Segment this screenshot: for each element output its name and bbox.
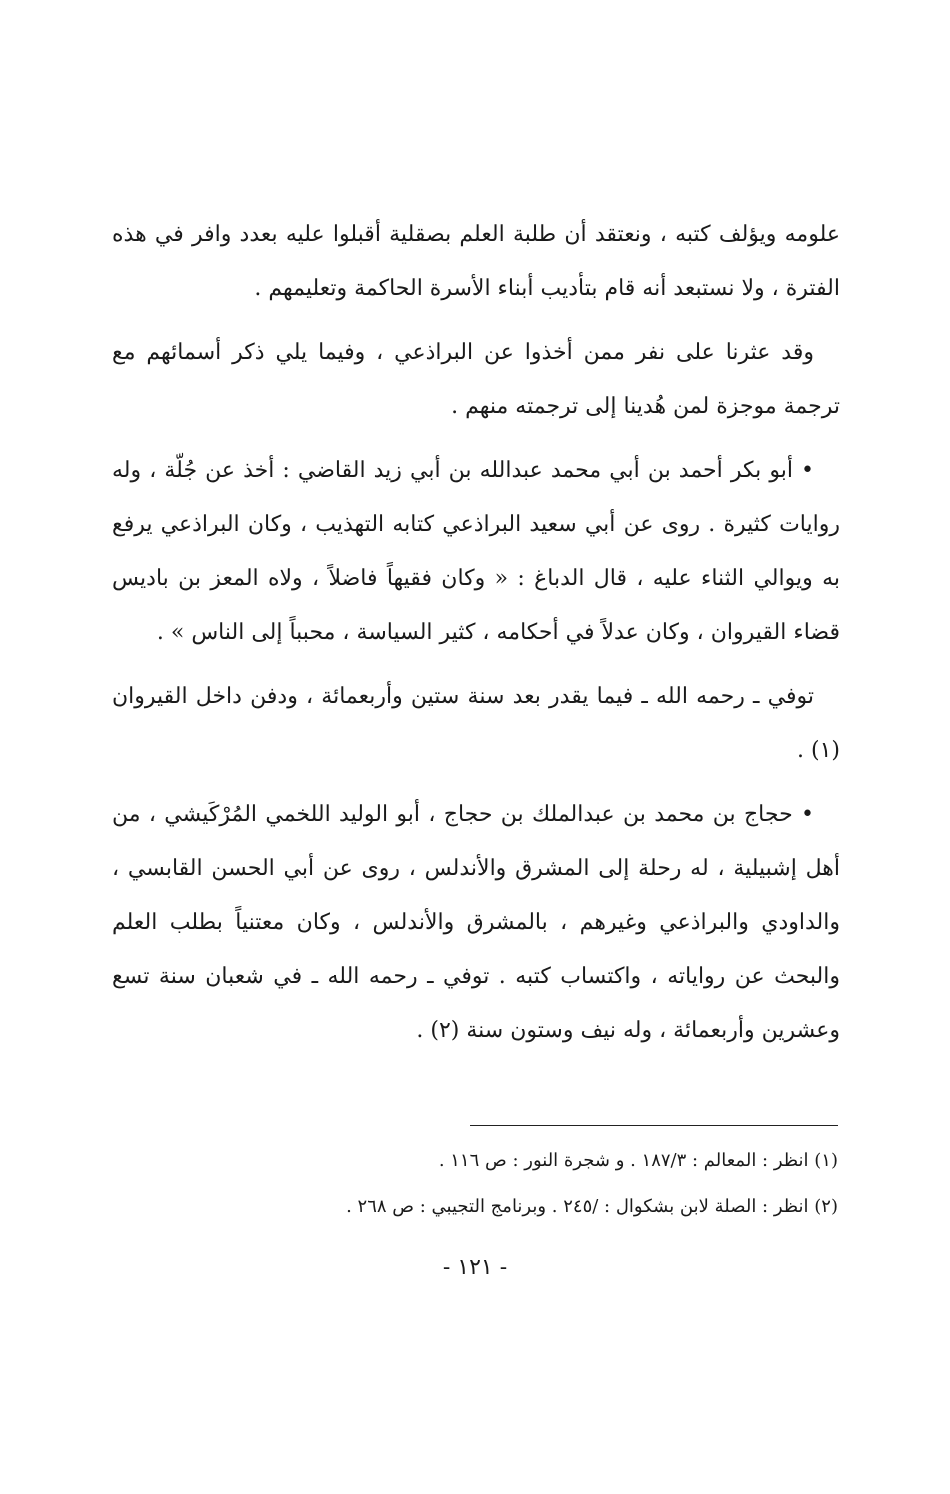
footnote-1: (١) انظر : المعالم : ١٨٧/٣ . و شجرة النور : ص ١١٦ . bbox=[438, 1150, 838, 1171]
main-text bbox=[112, 208, 840, 1058]
paragraph-abu-bakr: • أبو بكر أحمد بن أبي محمد عبدالله بن أبي زيد القاضي : أخذ عن جُلّة ، وله روايات كثيرة . روى عن أبي سعيد البراذعي كتابه التهذيب ، وكان البراذعي يرفع به ويوالي الثناء عليه ، قال الدباغ : « وكان فقيهاً فاضلاً ، ولاه المعز بن باديس قضاء القيروان ، وكان عدلاً في أحكامه ، كثير السياسة ، محبباً إلى الناس » . bbox=[112, 444, 840, 660]
footnote-divider bbox=[470, 1125, 838, 1126]
paragraph-students: وقد عثرنا على نفر ممن أخذوا عن البراذعي ، وفيما يلي ذكر أسمائهم مع ترجمة موجزة لمن هُدينا إلى ترجمته منهم . bbox=[112, 340, 840, 419]
paragraph-death: توفي ـ رحمه الله ـ فيما يقدر بعد سنة ستين وأربعمائة ، ودفن داخل القيروان (١) . bbox=[112, 684, 840, 763]
paragraph-hajjaj: • حجاج بن محمد بن عبدالملك بن حجاج ، أبو الوليد اللخمي المُرْكَيشي ، من أهل إشبيلية ، له رحلة إلى المشرق والأندلس ، روى عن أبي الحسن القابسي ، والداودي والبراذعي وغيرهم ، بالمشرق والأندلس ، وكان معتنياً بطلب العلم والبحث عن رواياته ، واكتساب كتبه . توفي ـ رحمه الله ـ في شعبان سنة تسع وعشرين وأربعمائة ، وله نيف وستون سنة (٢) . bbox=[112, 788, 840, 1058]
footnotes bbox=[110, 1138, 838, 1230]
page-number: - ١٢١ - bbox=[442, 1255, 508, 1280]
paragraph-intro: علومه ويؤلف كتبه ، ونعتقد أن طلبة العلم بصقلية أقبلوا عليه بعدد وافر في هذه الفترة ، ولا نستبعد أنه قام بتأديب أبناء الأسرة الحاكمة وتعليمهم . bbox=[112, 222, 840, 301]
footnote-2: (٢) انظر : الصلة لابن بشكوال : /٢٤٥ . وبرنامج التجيبي : ص ٢٦٨ . bbox=[346, 1196, 838, 1217]
